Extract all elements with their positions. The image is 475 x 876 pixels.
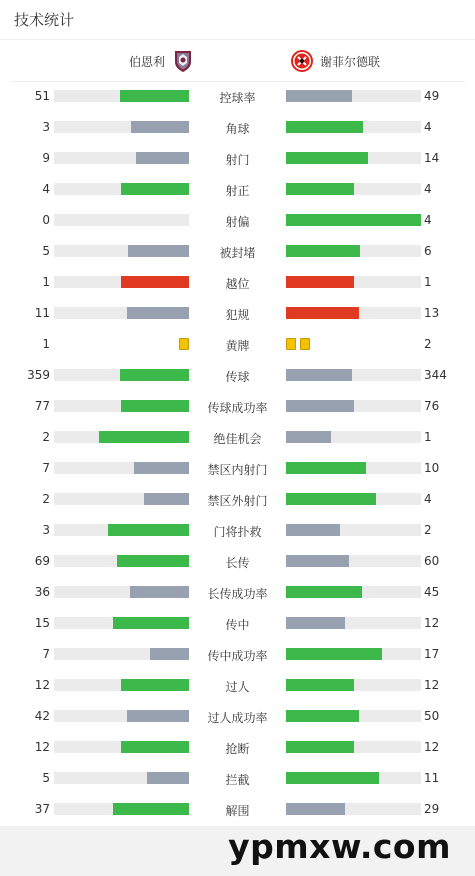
- away-stat-bar: [286, 524, 421, 536]
- away-stat-bar: [286, 648, 421, 660]
- sheffield-united-crest-icon: [290, 49, 314, 73]
- away-stat-bar-fill: [286, 369, 352, 381]
- stat-row: [0, 174, 475, 205]
- home-stat-value: 51: [34, 89, 50, 103]
- away-stat-bar: [286, 710, 421, 722]
- away-team[interactable]: [290, 40, 386, 82]
- home-team-name: 伯恩利: [128, 54, 165, 69]
- home-stat-bar-fill: [121, 276, 189, 288]
- away-stat-bar: [286, 431, 421, 443]
- stat-row: [0, 143, 475, 174]
- away-stat-value: 1: [424, 275, 432, 289]
- watermark: ypmxw.com: [228, 827, 451, 866]
- away-stat-value: 4: [424, 213, 432, 227]
- footer: [0, 826, 475, 876]
- home-stat-bar: [54, 772, 189, 784]
- stat-row: [0, 112, 475, 143]
- home-stat-value: 5: [42, 771, 50, 785]
- home-stat-value: 69: [34, 554, 50, 568]
- home-stat-bar: [54, 648, 189, 660]
- away-stat-bar-fill: [286, 803, 345, 815]
- away-stat-value: 29: [424, 802, 440, 816]
- away-stat-bar: [286, 803, 421, 815]
- away-stat-value: 49: [424, 89, 440, 103]
- section-title: 技术统计: [14, 11, 75, 29]
- home-stat-value: 11: [34, 306, 50, 320]
- stat-row: [0, 329, 475, 360]
- home-stat-bar: [54, 214, 189, 226]
- home-stat-value: 3: [42, 120, 50, 134]
- home-stat-value: 7: [42, 647, 50, 661]
- away-stat-bar-fill: [286, 493, 376, 505]
- stat-row: [0, 422, 475, 453]
- away-stat-value: 12: [424, 678, 440, 692]
- stat-label: 角球: [225, 122, 250, 136]
- home-stat-bar-fill: [113, 803, 189, 815]
- home-team[interactable]: [123, 40, 195, 82]
- home-stat-bar: [54, 803, 189, 815]
- away-stat-value: 4: [424, 120, 432, 134]
- away-stat-value: 4: [424, 492, 432, 506]
- stat-label: 抢断: [225, 742, 250, 756]
- stat-row: [0, 794, 475, 825]
- home-stat-value: 77: [34, 399, 50, 413]
- home-stat-value: 12: [34, 740, 50, 754]
- away-stat-value: 4: [424, 182, 432, 196]
- away-stat-value: 10: [424, 461, 440, 475]
- away-stat-bar-fill: [286, 617, 345, 629]
- home-stat-bar: [54, 369, 189, 381]
- home-stat-bar: [54, 710, 189, 722]
- away-stat-bar-fill: [286, 183, 354, 195]
- home-stat-value: 36: [34, 585, 50, 599]
- stat-row: [0, 763, 475, 794]
- home-stat-bar: [54, 462, 189, 474]
- home-stat-value: 15: [34, 616, 50, 630]
- home-stat-bar: [54, 493, 189, 505]
- yellow-card-icon: [179, 338, 189, 350]
- away-stat-bar: [286, 493, 421, 505]
- away-stat-bar: [286, 555, 421, 567]
- stat-label: 黄牌: [225, 339, 250, 353]
- home-stat-value: 1: [42, 275, 50, 289]
- stat-label: 长传成功率: [207, 587, 268, 601]
- away-stat-value: 6: [424, 244, 432, 258]
- home-stat-value: 2: [42, 430, 50, 444]
- home-stat-bar: [54, 586, 189, 598]
- stat-row: [0, 360, 475, 391]
- home-stat-bar: [54, 152, 189, 164]
- stat-row: [0, 546, 475, 577]
- away-stat-bar: [286, 462, 421, 474]
- away-stat-bar: [286, 183, 421, 195]
- away-stat-value: 14: [424, 151, 440, 165]
- away-stat-value: 2: [424, 337, 432, 351]
- home-stat-bar-fill: [113, 617, 189, 629]
- away-stat-value: 11: [424, 771, 440, 785]
- away-stat-bar-fill: [286, 400, 354, 412]
- stat-label: 解围: [225, 804, 250, 818]
- yellow-card-icon: [286, 338, 296, 350]
- stat-label: 禁区外射门: [207, 494, 268, 508]
- home-stat-bar: [54, 741, 189, 753]
- home-stat-bar-fill: [130, 586, 189, 598]
- home-stat-bar-fill: [127, 710, 189, 722]
- stat-row: [0, 453, 475, 484]
- stat-row: [0, 670, 475, 701]
- home-stat-bar: [54, 617, 189, 629]
- stat-label: 犯规: [225, 308, 250, 322]
- stat-label: 拦截: [225, 773, 250, 787]
- home-stat-bar-fill: [108, 524, 189, 536]
- home-stat-value: 42: [34, 709, 50, 723]
- home-stat-bar-fill: [127, 307, 189, 319]
- home-stat-bar-fill: [120, 90, 189, 102]
- home-stat-bar: [54, 524, 189, 536]
- home-stat-bar-fill: [121, 679, 189, 691]
- section-header: [0, 0, 475, 40]
- away-stat-bar-fill: [286, 245, 360, 257]
- away-stat-bar-fill: [286, 276, 354, 288]
- away-stat-bar-fill: [286, 121, 363, 133]
- home-stat-bar: [54, 679, 189, 691]
- away-stat-bar: [286, 369, 421, 381]
- away-stat-bar-fill: [286, 710, 359, 722]
- away-stat-bar: [286, 245, 421, 257]
- stat-row: [0, 484, 475, 515]
- stat-row: [0, 608, 475, 639]
- away-stat-bar: [286, 772, 421, 784]
- away-stat-bar-fill: [286, 648, 382, 660]
- home-stat-bar: [54, 431, 189, 443]
- stat-row: [0, 298, 475, 329]
- home-stat-bar-fill: [144, 493, 189, 505]
- home-stat-value: 12: [34, 678, 50, 692]
- home-stat-bar: [54, 183, 189, 195]
- stat-label: 控球率: [219, 91, 256, 105]
- home-stat-bar-fill: [131, 121, 189, 133]
- away-stat-value: 45: [424, 585, 440, 599]
- away-stat-bar: [286, 152, 421, 164]
- home-stat-value: 5: [42, 244, 50, 258]
- home-yellow-cards: [179, 338, 189, 350]
- home-stat-value: 7: [42, 461, 50, 475]
- stat-row: [0, 236, 475, 267]
- home-stat-bar-fill: [121, 183, 189, 195]
- home-stat-bar: [54, 245, 189, 257]
- home-stat-bar: [54, 400, 189, 412]
- stat-row: [0, 391, 475, 422]
- away-stat-value: 13: [424, 306, 440, 320]
- stat-label: 射门: [225, 153, 250, 167]
- away-stat-bar: [286, 307, 421, 319]
- home-stat-value: 359: [27, 368, 50, 382]
- burnley-crest-icon: [171, 49, 195, 73]
- home-stat-value: 3: [42, 523, 50, 537]
- away-stat-value: 12: [424, 740, 440, 754]
- away-stat-value: 2: [424, 523, 432, 537]
- stat-label: 传中: [225, 618, 250, 632]
- stat-row: [0, 205, 475, 236]
- away-stat-bar-fill: [286, 90, 352, 102]
- away-stat-bar: [286, 90, 421, 102]
- stat-label: 绝佳机会: [213, 432, 262, 446]
- home-stat-value: 37: [34, 802, 50, 816]
- home-stat-bar-fill: [120, 369, 189, 381]
- away-stat-bar: [286, 400, 421, 412]
- home-stat-value: 9: [42, 151, 50, 165]
- away-yellow-cards: [286, 338, 310, 350]
- away-stat-bar-fill: [286, 772, 379, 784]
- stat-label: 被封堵: [219, 246, 256, 260]
- home-stat-value: 0: [42, 213, 50, 227]
- home-stat-bar-fill: [99, 431, 189, 443]
- stat-row: [0, 81, 475, 112]
- away-stat-bar-fill: [286, 462, 366, 474]
- teams-header: [10, 40, 465, 82]
- stat-label: 禁区内射门: [207, 463, 268, 477]
- yellow-card-icon: [300, 338, 310, 350]
- stat-label: 过人成功率: [207, 711, 268, 725]
- away-stat-bar: [286, 276, 421, 288]
- home-stat-bar: [54, 307, 189, 319]
- away-stat-bar: [286, 121, 421, 133]
- away-stat-bar-fill: [286, 152, 368, 164]
- stat-row: [0, 577, 475, 608]
- away-stat-bar: [286, 617, 421, 629]
- stat-label: 传球: [225, 370, 250, 384]
- away-stat-bar: [286, 214, 421, 226]
- home-stat-bar: [54, 276, 189, 288]
- home-stat-bar-fill: [136, 152, 189, 164]
- stat-row: [0, 267, 475, 298]
- stat-label: 传球成功率: [207, 401, 268, 415]
- away-stat-bar-fill: [286, 586, 362, 598]
- home-stat-bar-fill: [121, 400, 189, 412]
- away-stat-bar-fill: [286, 524, 340, 536]
- away-stat-value: 76: [424, 399, 440, 413]
- home-stat-bar: [54, 90, 189, 102]
- away-stat-bar: [286, 741, 421, 753]
- home-stat-bar: [54, 121, 189, 133]
- away-stat-bar: [286, 679, 421, 691]
- home-stat-value: 1: [42, 337, 50, 351]
- away-stat-value: 17: [424, 647, 440, 661]
- home-stat-bar-fill: [134, 462, 189, 474]
- away-stat-bar: [286, 586, 421, 598]
- away-stat-value: 50: [424, 709, 440, 723]
- away-team-name: 谢菲尔德联: [320, 54, 381, 69]
- stat-label: 射偏: [225, 215, 250, 229]
- away-stat-value: 1: [424, 430, 432, 444]
- home-stat-value: 2: [42, 492, 50, 506]
- stat-row: [0, 732, 475, 763]
- away-stat-bar-fill: [286, 214, 421, 226]
- stat-label: 过人: [225, 680, 250, 694]
- home-stat-bar-fill: [147, 772, 189, 784]
- home-stat-bar-fill: [150, 648, 189, 660]
- home-stat-bar: [54, 555, 189, 567]
- away-stat-value: 60: [424, 554, 440, 568]
- stat-label: 越位: [225, 277, 250, 291]
- stats-list: [0, 81, 475, 825]
- home-stat-bar-fill: [117, 555, 189, 567]
- stat-row: [0, 515, 475, 546]
- away-stat-bar-fill: [286, 307, 359, 319]
- home-stat-bar-fill: [121, 741, 189, 753]
- stat-row: [0, 701, 475, 732]
- stat-label: 传中成功率: [207, 649, 268, 663]
- home-stat-value: 4: [42, 182, 50, 196]
- stat-label: 射正: [225, 184, 250, 198]
- away-stat-value: 344: [424, 368, 447, 382]
- away-stat-bar-fill: [286, 555, 349, 567]
- stat-label: 长传: [225, 556, 250, 570]
- stat-row: [0, 639, 475, 670]
- away-stat-value: 12: [424, 616, 440, 630]
- away-stat-bar-fill: [286, 431, 331, 443]
- stat-label: 门将扑救: [213, 525, 262, 539]
- away-stat-bar-fill: [286, 741, 354, 753]
- away-stat-bar-fill: [286, 679, 354, 691]
- home-stat-bar-fill: [128, 245, 189, 257]
